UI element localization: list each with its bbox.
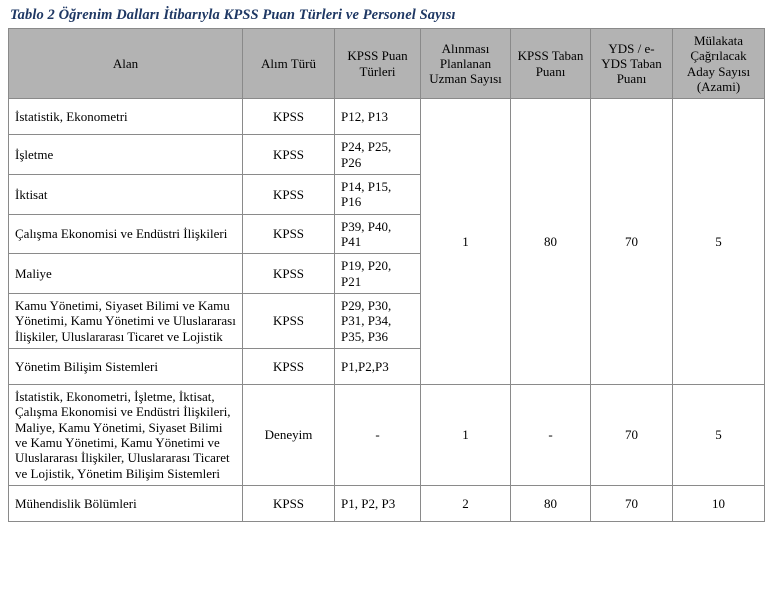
cell-kpss-taban-merged: 80 xyxy=(511,99,591,385)
cell-kpss-puan-turleri: P14, P15, P16 xyxy=(335,175,421,215)
cell-uzman-sayisi: 1 xyxy=(421,385,511,486)
cell-kpss-puan-turleri: P24, P25, P26 xyxy=(335,135,421,175)
cell-alan: Çalışma Ekonomisi ve Endüstri İlişkileri xyxy=(9,214,243,254)
cell-alim-turu: KPSS xyxy=(243,214,335,254)
header-mulakat-aday-sayisi: Mülakata Çağrılacak Aday Sayısı (Azami) xyxy=(673,29,765,99)
header-kpss-puan-turleri: KPSS Puan Türleri xyxy=(335,29,421,99)
cell-alan: Mühendislik Bölümleri xyxy=(9,486,243,522)
cell-uzman-sayisi: 2 xyxy=(421,486,511,522)
cell-kpss-taban: - xyxy=(511,385,591,486)
cell-yds-taban: 70 xyxy=(591,385,673,486)
header-uzman-sayisi: Alınması Planlanan Uzman Sayısı xyxy=(421,29,511,99)
cell-alim-turu: KPSS xyxy=(243,349,335,385)
cell-alim-turu: KPSS xyxy=(243,294,335,349)
header-yds-taban-puani: YDS / e-YDS Taban Puanı xyxy=(591,29,673,99)
header-row xyxy=(9,29,765,99)
cell-alan: Maliye xyxy=(9,254,243,294)
table-row-muhendislik xyxy=(9,486,765,522)
cell-kpss-puan-turleri: P29, P30, P31, P34, P35, P36 xyxy=(335,294,421,349)
cell-kpss-puan-turleri: P1, P2, P3 xyxy=(335,486,421,522)
cell-alim-turu: KPSS xyxy=(243,486,335,522)
cell-alan: İşletme xyxy=(9,135,243,175)
kpss-table xyxy=(8,28,765,522)
cell-yds-taban: 70 xyxy=(591,486,673,522)
cell-alim-turu: Deneyim xyxy=(243,385,335,486)
cell-kpss-puan-turleri: P39, P40, P41 xyxy=(335,214,421,254)
header-alim-turu: Alım Türü xyxy=(243,29,335,99)
cell-kpss-puan-turleri: P12, P13 xyxy=(335,99,421,135)
cell-yds-taban-merged: 70 xyxy=(591,99,673,385)
header-alan: Alan xyxy=(9,29,243,99)
cell-alan: Yönetim Bilişim Sistemleri xyxy=(9,349,243,385)
cell-kpss-puan-turleri: P19, P20, P21 xyxy=(335,254,421,294)
cell-mulakat: 5 xyxy=(673,385,765,486)
cell-alim-turu: KPSS xyxy=(243,254,335,294)
cell-alim-turu: KPSS xyxy=(243,135,335,175)
cell-kpss-puan-turleri: P1,P2,P3 xyxy=(335,349,421,385)
cell-alan: İstatistik, Ekonometri xyxy=(9,99,243,135)
header-kpss-taban-puani: KPSS Taban Puanı xyxy=(511,29,591,99)
cell-kpss-puan-turleri: - xyxy=(335,385,421,486)
cell-alan: Kamu Yönetimi, Siyaset Bilimi ve Kamu Yönetimi, Kamu Yönetimi ve Uluslararası İlişkiler, Uluslararası Ticaret ve Lojistik xyxy=(9,294,243,349)
cell-kpss-taban: 80 xyxy=(511,486,591,522)
cell-alim-turu: KPSS xyxy=(243,99,335,135)
table-header xyxy=(9,29,765,99)
cell-alan: İktisat xyxy=(9,175,243,215)
table-body xyxy=(9,99,765,522)
cell-mulakat-merged: 5 xyxy=(673,99,765,385)
cell-alan: İstatistik, Ekonometri, İşletme, İktisat, Çalışma Ekonomisi ve Endüstri İlişkileri, Maliye, Kamu Yönetimi, Siyaset Bilimi ve Kamu Yönetimi, Kamu Yönetimi ve Uluslararası İlişkiler, Uluslararası Ticaret ve Lojistik, Yönetim Bilişim Sistemleri xyxy=(9,385,243,486)
table-caption: Tablo 2 Öğrenim Dalları İtibarıyla KPSS Puan Türleri ve Personel Sayısı xyxy=(10,7,456,23)
cell-uzman-sayisi-merged: 1 xyxy=(421,99,511,385)
table-row-deneyim xyxy=(9,385,765,486)
cell-alim-turu: KPSS xyxy=(243,175,335,215)
cell-mulakat: 10 xyxy=(673,486,765,522)
table-row xyxy=(9,99,765,135)
